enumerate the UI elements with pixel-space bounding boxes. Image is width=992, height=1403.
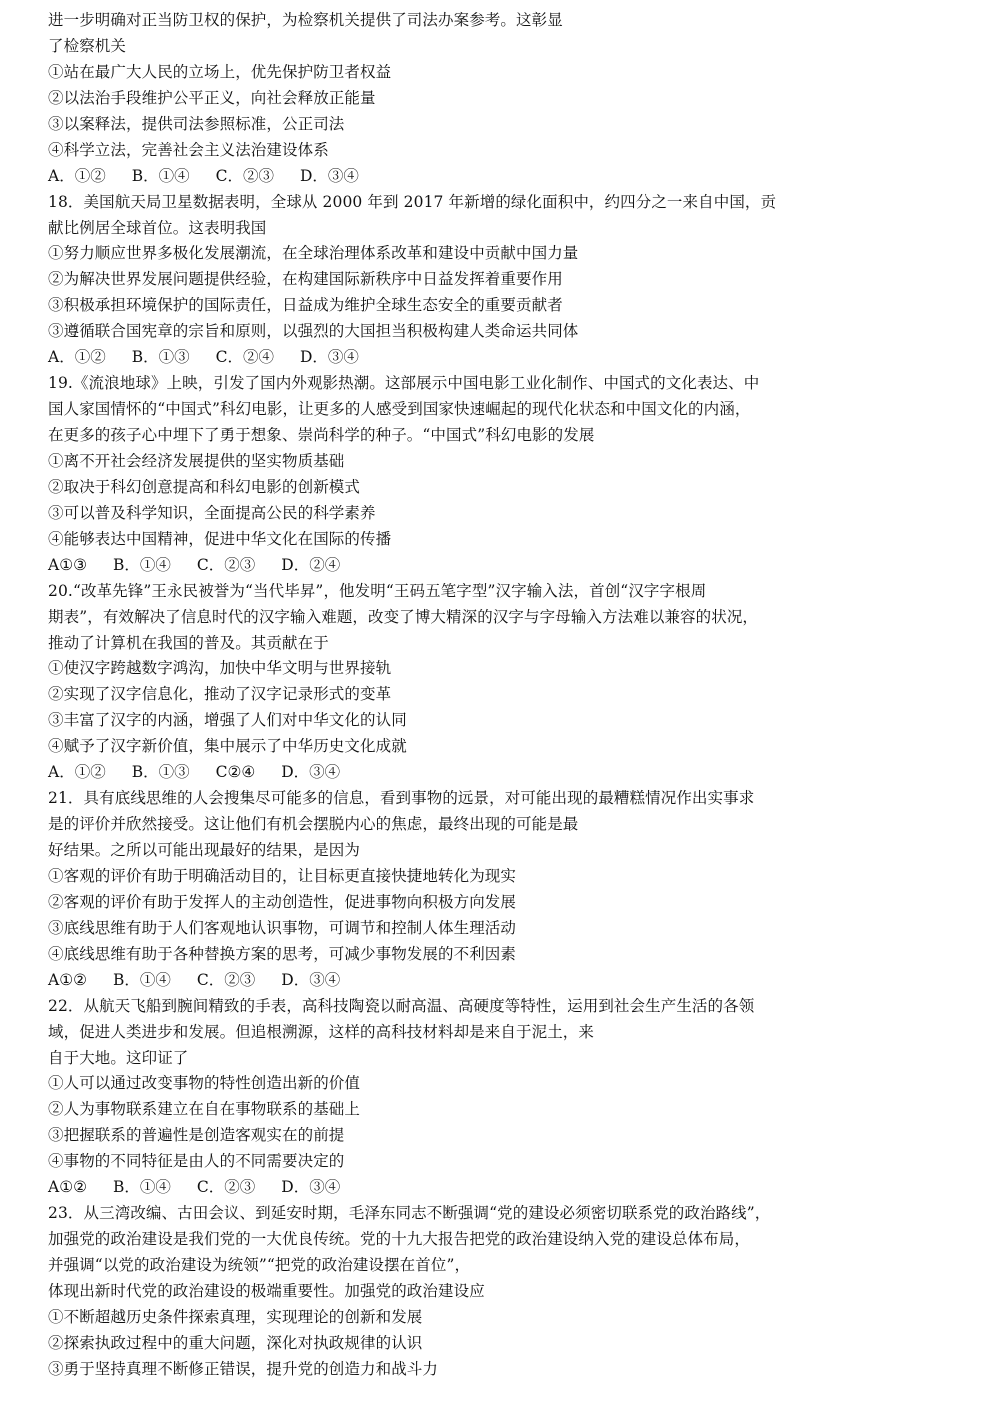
text-line: 20.“改革先锋”王永民被誉为“当代毕昇”，他发明“王码五笔字型”汉字输入法，首创“汉字字根周 — [48, 581, 707, 600]
answer-options — [48, 345, 958, 371]
text-line: ①客观的评价有助于明确活动目的，让目标更直接快捷地转化为现实 — [48, 866, 517, 885]
text-line: 加强党的政治建设是我们党的一大优良传统。党的十九大报告把党的政治建设纳入党的建设总体布局， — [48, 1230, 751, 1249]
text-line: 18．美国航天局卫星数据表明，全球从 2000 年到 2017 年新增的绿化面积中，约四分之一来自中国，贡 — [48, 192, 777, 211]
answer-option: D．③④ — [281, 1178, 341, 1197]
answer-option: B．①④ — [113, 1178, 171, 1197]
answer-option: A①② — [48, 970, 87, 989]
text-line: 推动了计算机在我国的普及。其贡献在于 — [48, 633, 329, 652]
text-line: ③积极承担环境保护的国际责任，日益成为维护全球生态安全的重要贡献者 — [48, 296, 563, 315]
text-line: ②取决于科幻创意提高和科幻电影的创新模式 — [48, 477, 361, 496]
text-line: 23．从三湾改编、古田会议、到延安时期，毛泽东同志不断强调“党的建设必须密切联系党的政治路线”， — [48, 1204, 771, 1223]
text-line: ①人可以通过改变事物的特性创造出新的价值 — [48, 1074, 361, 1093]
text-line: 在更多的孩子心中埋下了勇于想象、崇尚科学的种子。“中国式”科幻电影的发展 — [48, 426, 595, 444]
answer-option: C②④ — [215, 763, 256, 782]
text-line: 好结果。之所以可能出现最好的结果，是因为 — [48, 841, 361, 859]
text-line: ③以案释法，提供司法参照标准，公正司法 — [48, 114, 345, 133]
answer-option: A①③ — [48, 555, 87, 574]
answer-option: A①② — [48, 1178, 87, 1197]
text-line: 进一步明确对正当防卫权的保护，为检察机关提供了司法办案参考。这彰显 — [48, 11, 563, 29]
text-line: 期表”，有效解决了信息时代的汉字输入难题，改变了博大精深的汉字与字母输入方法难以兼容的状况， — [48, 607, 759, 626]
text-line: ③丰富了汉字的内涵，增强了人们对中华文化的认同 — [48, 711, 407, 730]
answer-options — [48, 553, 958, 579]
text-line: 域，促进人类进步和发展。但追根溯源，这样的高科技材料却是来自于泥土，来 — [48, 1022, 595, 1041]
text-line: 了检察机关 — [48, 36, 127, 55]
answer-option: A．①② — [48, 348, 106, 367]
text-line: 22．从航天飞船到腕间精致的手表，高科技陶瓷以耐高温、高硬度等特性，运用到社会生产生活的各领 — [48, 996, 755, 1015]
answer-option: D．③④ — [281, 970, 341, 989]
text-line: 体现出新时代党的政治建设的极端重要性。加强党的政治建设应 — [48, 1281, 485, 1300]
answer-option: C．②③ — [196, 970, 256, 989]
text-line: 是的评价并欣然接受。这让他们有机会摆脱内心的焦虑，最终出现的可能是最 — [48, 815, 579, 834]
answer-option: B．①④ — [113, 970, 171, 989]
text-line: 21．具有底线思维的人会搜集尽可能多的信息，看到事物的远景，对可能出现的最糟糕情况作出实事求 — [48, 789, 755, 808]
answer-option: C．②③ — [196, 555, 256, 574]
answer-option: D．③④ — [281, 763, 341, 782]
text-line: ①站在最广大人民的立场上，优先保护防卫者权益 — [48, 62, 392, 81]
text-line: ③勇于坚持真理不断修正错误，提升党的创造力和战斗力 — [48, 1359, 439, 1378]
answer-options — [48, 760, 958, 786]
text-line: 并强调“以党的政治建设为统领”“把党的政治建设摆在首位”， — [48, 1256, 471, 1274]
text-line: ①努力顺应世界多极化发展潮流，在全球治理体系改革和建设中贡献中国力量 — [48, 244, 579, 263]
text-line: ③可以普及科学知识，全面提高公民的科学素养 — [48, 503, 376, 522]
answer-option: C．②③ — [215, 166, 274, 185]
answer-option: C．②④ — [215, 348, 274, 367]
answer-option: C．②③ — [196, 1178, 256, 1197]
text-line: 自于大地。这印证了 — [48, 1048, 189, 1067]
answer-option: A．①② — [48, 763, 106, 782]
text-line: 国人家国情怀的“中国式”科幻电影，让更多的人感受到国家快速崛起的现代化状态和中国文化的内涵， — [48, 400, 751, 419]
text-line: 献比例居全球首位。这表明我国 — [48, 218, 267, 237]
answer-options — [48, 968, 958, 994]
answer-option: B．①④ — [113, 555, 171, 574]
text-line: ④事物的不同特征是由人的不同需要决定的 — [48, 1152, 345, 1171]
text-line: ②客观的评价有助于发挥人的主动创造性，促进事物向积极方向发展 — [48, 892, 517, 911]
text-line: 19.《流浪地球》上映，引发了国内外观影热潮。这部展示中国电影工业化制作、中国式的文化表达、中 — [48, 374, 760, 393]
text-line: ③遵循联合国宪章的宗旨和原则，以强烈的大国担当积极构建人类命运共同体 — [48, 322, 579, 341]
answer-options — [48, 1175, 958, 1201]
text-line: ②探索执政过程中的重大问题，深化对执政规律的认识 — [48, 1333, 423, 1352]
text-line: ①离不开社会经济发展提供的坚实物质基础 — [48, 451, 345, 470]
text-line: ③把握联系的普遍性是创造客观实在的前提 — [48, 1126, 345, 1145]
text-line: ④底线思维有助于各种替换方案的思考，可减少事物发展的不利因素 — [48, 944, 517, 963]
text-line: ①不断超越历史条件探索真理，实现理论的创新和发展 — [48, 1307, 423, 1326]
answer-option: B．①③ — [131, 348, 190, 367]
text-line: ④能够表达中国精神，促进中华文化在国际的传播 — [48, 529, 392, 548]
text-line: ③底线思维有助于人们客观地认识事物，可调节和控制人体生理活动 — [48, 918, 517, 937]
answer-option: D．③④ — [299, 166, 359, 185]
text-line: ④科学立法，完善社会主义法治建设体系 — [48, 140, 329, 159]
answer-option: B．①③ — [131, 763, 190, 782]
text-line: ②为解决世界发展问题提供经验，在构建国际新秩序中日益发挥着重要作用 — [48, 270, 563, 289]
text-line: ②实现了汉字信息化，推动了汉字记录形式的变革 — [48, 685, 392, 704]
answer-option: D．②④ — [281, 555, 341, 574]
text-line: ②以法治手段维护公平正义，向社会释放正能量 — [48, 88, 376, 107]
exam-page — [48, 8, 958, 1383]
answer-option: B．①④ — [131, 166, 190, 185]
answer-options — [48, 164, 958, 190]
answer-option: A．①② — [48, 166, 106, 185]
text-line: ①使汉字跨越数字鸿沟，加快中华文明与世界接轨 — [48, 659, 392, 678]
answer-option: D．③④ — [299, 348, 359, 367]
text-line: ④赋予了汉字新价值，集中展示了中华历史文化成就 — [48, 737, 407, 756]
text-line: ②人为事物联系建立在自在事物联系的基础上 — [48, 1100, 361, 1119]
